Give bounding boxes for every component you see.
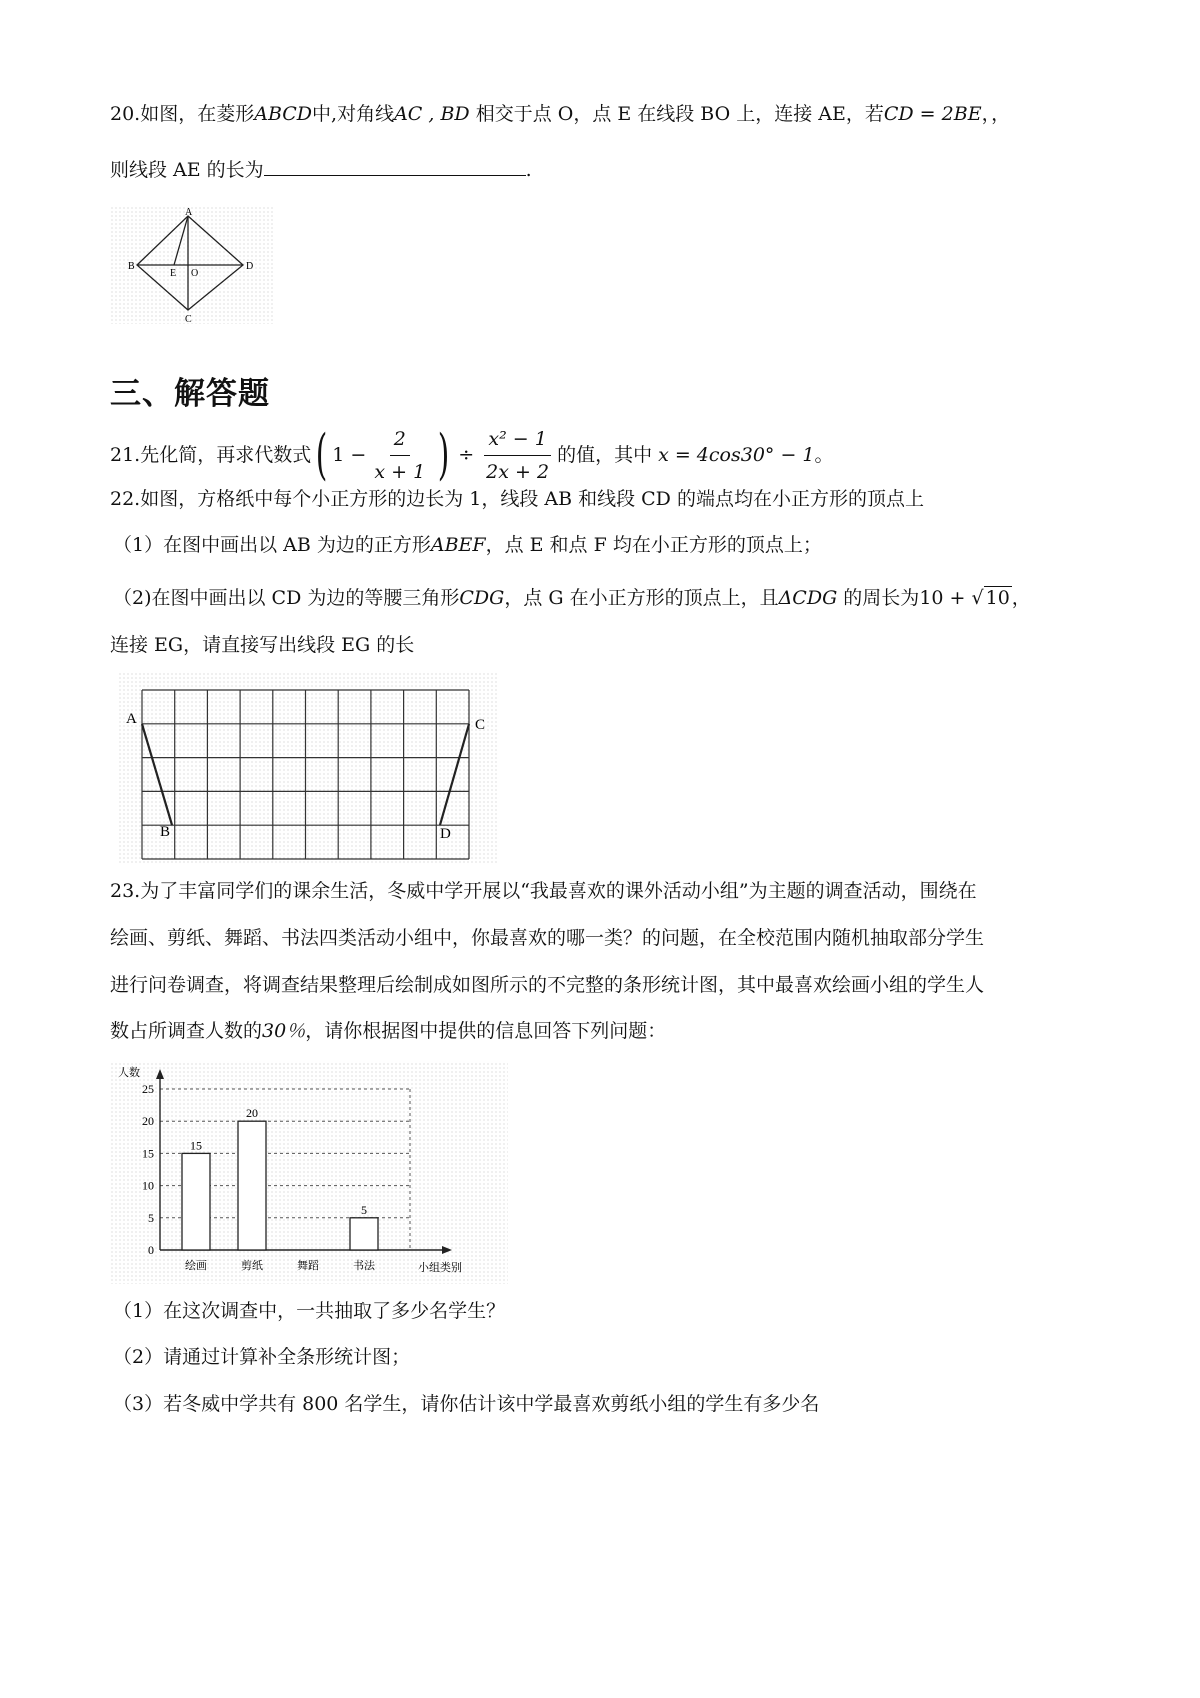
q23-line4-pre: 数占所调查人数的 [110,1020,263,1042]
q20-rhombus-name: ABCD [254,103,313,125]
bar [350,1218,378,1250]
q23-sub2: （2）请通过计算补全条形统计图； [113,1346,411,1368]
frac1-numerator: 2 [390,426,410,456]
rhombus-figure [110,206,275,324]
y-axis-label: 人数 [118,1067,140,1079]
q22-square-name: ABEF [430,534,486,556]
x-category-label: 舞蹈 [297,1260,319,1272]
bar [238,1121,266,1250]
q22-part2 [113,584,1031,612]
frac1-denominator: x + 1 [374,460,426,483]
grid-paper-diagram [118,672,498,864]
bar-chart [110,1062,508,1284]
bar-chart-figure [110,1062,508,1284]
x-category-label: 书法 [353,1260,375,1272]
q22-p2-mid: ，点 G 在小正方形的顶点上，且 [504,587,779,609]
q22-triangle-symbol: ΔCDG [778,587,838,609]
q23-line2: 绘画、剪纸、舞蹈、书法四类活动小组中，你最喜欢的哪一类？的问题，在全校范围内随机抽取部分学生 [110,927,985,949]
grid-label-c: C [475,717,486,733]
x-category-label: 绘画 [185,1260,207,1272]
y-tick-label: 10 [142,1178,154,1193]
q21-text-post: 的值，其中 [557,444,653,466]
label-b: B [128,261,135,272]
q20-answer-blank [264,155,526,176]
bar-data-label: 15 [190,1138,202,1153]
section-heading: 三、解答题 [110,376,270,412]
y-tick-label: 25 [142,1082,154,1096]
q20-line2 [110,155,532,184]
grid-figure [118,672,498,864]
y-axis-arrow-icon [156,1069,164,1079]
q22-p2-pre: （2)在图中画出以 CD 为边的等腰三角形 [113,587,460,609]
label-a: A [185,207,193,218]
bar-data-label: 5 [361,1202,367,1217]
label-e: E [170,268,177,279]
grid-label-a: A [126,711,137,727]
q23-line4-post: ，请你根据图中提供的信息回答下列问题： [305,1020,667,1042]
q21-text-pre: 21.先化简，再求代数式 [110,444,312,466]
q22-perimeter-root: 10 [985,587,1010,609]
q22-triangle-name: CDG [459,587,505,609]
x-axis-label: 小组类别 [418,1262,462,1274]
y-tick-label: 20 [142,1114,154,1129]
x-category-label: 剪纸 [241,1260,263,1272]
fraction-x2-minus-1-over-2x-plus-2 [482,426,553,485]
q23-line1: 23.为了丰富同学们的课余生活，冬威中学开展以“我最喜欢的课外活动小组”为主题的调查活动，围绕在 [110,880,977,902]
bar-data-label: 20 [246,1106,258,1121]
frac2-denominator: 2x + 2 [486,460,550,483]
q22-perimeter-int: 10 + [919,587,972,609]
q22-part2-line2: 连接 EG，请直接写出线段 EG 的长 [110,634,415,656]
q20-condition: CD = 2BE [883,103,982,125]
grid-label-d: D [440,826,451,842]
q21-x-value: x = 4cos30° − 1 [658,444,815,466]
label-o: O [191,268,199,279]
q21-line [110,418,834,492]
q20-line1 [110,100,1010,128]
q20-period: . [525,159,532,181]
q20-text-d: ，， [981,103,1011,125]
fraction-2-over-x-plus-1 [370,426,429,485]
q23-sub3: （3）若冬威中学共有 800 名学生，请你估计该中学最喜欢剪纸小组的学生有多少名 [113,1393,820,1415]
q23-percentage: 30％ [262,1020,306,1042]
q20-text-a: 20.如图，在菱形 [110,103,255,125]
rhombus-diagram [110,206,275,324]
q20-text-b: 中,对角线 [312,103,395,125]
x-axis-arrow-icon [442,1246,452,1254]
q20-text-c: 相交于点 O，点 E 在线段 BO 上，连接 AE，若 [475,103,884,125]
q20-diagonals: AC , BD [394,103,470,125]
q23-line4 [110,1017,666,1045]
q20-question: 则线段 AE 的长为 [110,159,264,181]
y-tick-label: 15 [142,1146,154,1161]
q21-end: 。 [814,444,834,466]
label-c: C [185,314,192,324]
q22-p1-post: ，点 E 和点 F 均在小正方形的顶点上； [485,534,822,556]
bar [182,1153,210,1250]
y-tick-label: 0 [148,1243,154,1257]
y-tick-label: 5 [148,1210,154,1225]
q22-part1 [113,531,822,559]
q21-one-minus: 1 − [332,444,367,466]
q22-p2-mid2: 的周长为 [843,587,920,609]
label-d: D [246,261,254,272]
grid-label-b: B [160,824,171,840]
q22-p1-pre: （1）在图中画出以 AB 为边的正方形 [113,534,431,556]
q23-line3: 进行问卷调查，将调查结果整理后绘制成如图所示的不完整的条形统计图，其中最喜欢绘画小组的学生人 [110,974,985,996]
q23-sub1: （1）在这次调查中，一共抽取了多少名学生？ [113,1300,506,1322]
q22-p2-end: ， [1011,587,1031,609]
divide-sign: ÷ [458,444,475,466]
q22-intro: 22.如图，方格纸中每个小正方形的边长为 1，线段 AB 和线段 CD 的端点均在小正方形的顶点上 [110,488,924,510]
sqrt-icon: √ [971,587,984,609]
frac2-numerator: x² − 1 [484,426,550,456]
right-paren: ) [437,423,450,486]
left-paren: ( [315,423,328,486]
